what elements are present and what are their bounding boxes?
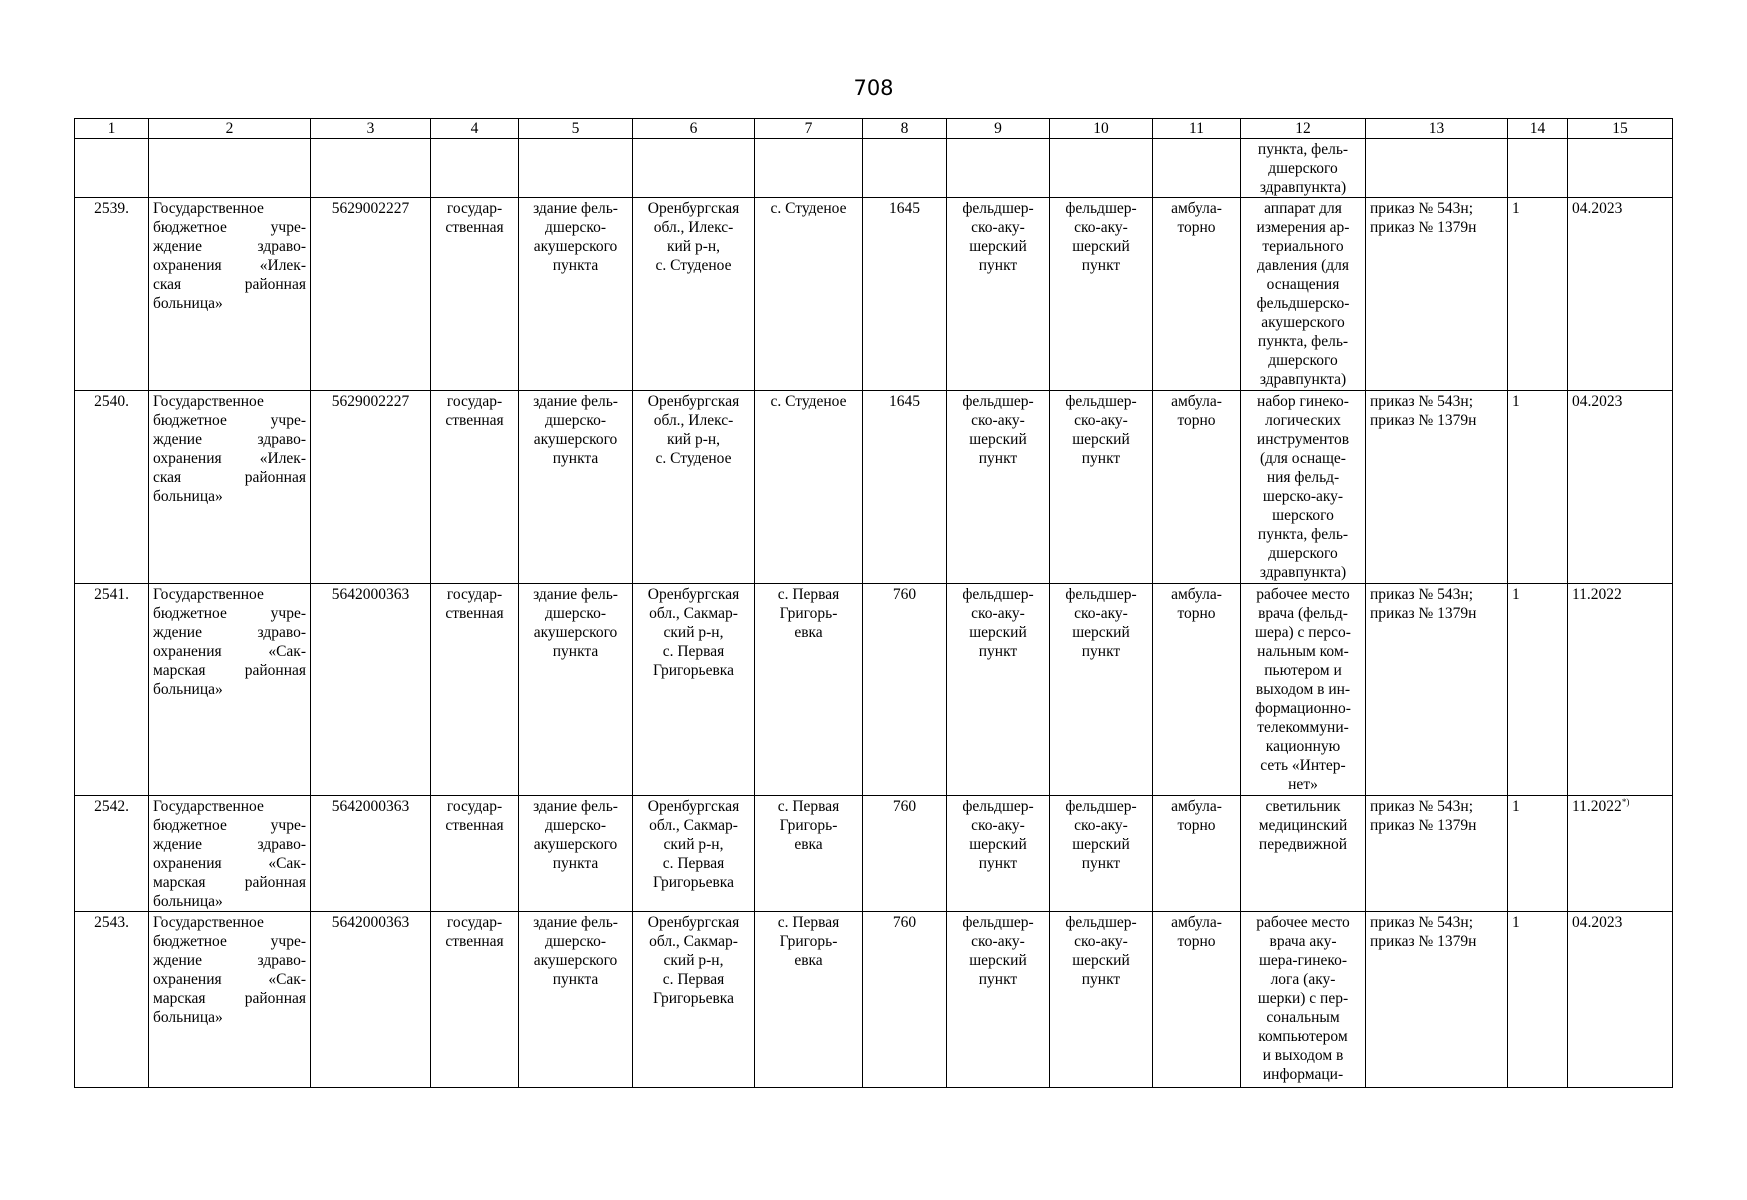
- organization-line: больница»: [153, 1009, 223, 1026]
- cell-date: [1568, 198, 1673, 391]
- organization-line: ждение здраво-: [153, 952, 306, 969]
- cell-col-4: [431, 139, 519, 198]
- column-number-3: 3: [311, 119, 431, 139]
- cell-inn: 5629002227: [311, 391, 431, 584]
- cell-facility-subtype: фельдшер- ско-аку- шерский пункт: [1050, 584, 1153, 796]
- cell-inn: 5629002227: [311, 198, 431, 391]
- cell-date: [1568, 912, 1673, 1088]
- organization-line: Государственное: [153, 393, 264, 410]
- cell-quantity: 1: [1508, 796, 1568, 912]
- cell-care-form: амбула- торно: [1153, 198, 1241, 391]
- cell-organization: [149, 198, 311, 391]
- date-value: 04.2023: [1572, 393, 1623, 410]
- table-row: [75, 912, 1673, 1088]
- cell-order: приказ № 543н; приказ № 1379н: [1366, 391, 1508, 584]
- cell-ownership: государ- ственная: [431, 796, 519, 912]
- cell-facility-type: фельдшер- ско-аку- шерский пункт: [947, 796, 1050, 912]
- cell-population: 760: [863, 796, 947, 912]
- column-number-13: 13: [1366, 119, 1508, 139]
- cell-organization: [149, 391, 311, 584]
- column-number-4: 4: [431, 119, 519, 139]
- cell-ownership: государ- ственная: [431, 584, 519, 796]
- cell-col-3: [311, 139, 431, 198]
- cell-equipment: пункта, фель- дшерского здравпункта): [1241, 139, 1366, 198]
- column-number-10: 10: [1050, 119, 1153, 139]
- organization-line: охранения «Сак-: [153, 855, 306, 872]
- cell-facility-type: фельдшер- ско-аку- шерский пункт: [947, 584, 1050, 796]
- cell-col-6: [633, 139, 755, 198]
- organization-line: бюджетное учре-: [153, 933, 306, 950]
- cell-row-number: 2539.: [75, 198, 149, 391]
- organization-line: ская районная: [153, 276, 306, 293]
- date-value: 04.2023: [1572, 200, 1623, 217]
- column-number-5: 5: [519, 119, 633, 139]
- cell-col-15: [1568, 139, 1673, 198]
- cell-inn: 5642000363: [311, 584, 431, 796]
- cell-address: Оренбургская обл., Сакмар- ский р-н, с. Первая Григорьевка: [633, 796, 755, 912]
- cell-address: Оренбургская обл., Илекс- кий р-н, с. Студеное: [633, 198, 755, 391]
- organization-line: ждение здраво-: [153, 624, 306, 641]
- date-value: 11.2022: [1572, 586, 1622, 603]
- organization-line: Государственное: [153, 586, 264, 603]
- cell-population: 1645: [863, 198, 947, 391]
- cell-quantity: 1: [1508, 391, 1568, 584]
- cell-order: приказ № 543н; приказ № 1379н: [1366, 198, 1508, 391]
- cell-quantity: 1: [1508, 198, 1568, 391]
- organization-line: больница»: [153, 681, 223, 698]
- cell-facility-subtype: фельдшер- ско-аку- шерский пункт: [1050, 912, 1153, 1088]
- organization-line: больница»: [153, 295, 223, 312]
- cell-care-form: амбула- торно: [1153, 912, 1241, 1088]
- organization-line: охранения «Сак-: [153, 643, 306, 660]
- cell-building: здание фель- дшерско- акушерского пункта: [519, 912, 633, 1088]
- cell-col-5: [519, 139, 633, 198]
- column-number-9: 9: [947, 119, 1050, 139]
- date-value: 04.2023: [1572, 914, 1623, 931]
- cell-facility-subtype: фельдшер- ско-аку- шерский пункт: [1050, 796, 1153, 912]
- cell-ownership: государ- ственная: [431, 912, 519, 1088]
- organization-line: Государственное: [153, 914, 264, 931]
- cell-building: здание фель- дшерско- акушерского пункта: [519, 584, 633, 796]
- organization-line: марская районная: [153, 662, 306, 679]
- cell-col-8: [863, 139, 947, 198]
- cell-row-number: 2540.: [75, 391, 149, 584]
- cell-building: здание фель- дшерско- акушерского пункта: [519, 391, 633, 584]
- cell-settlement: с. Студеное: [755, 198, 863, 391]
- cell-care-form: амбула- торно: [1153, 584, 1241, 796]
- cell-population: 760: [863, 912, 947, 1088]
- cell-address: Оренбургская обл., Сакмар- ский р-н, с. Первая Григорьевка: [633, 584, 755, 796]
- organization-line: марская районная: [153, 874, 306, 891]
- organization-line: больница»: [153, 488, 223, 505]
- cell-row-number: 2542.: [75, 796, 149, 912]
- organization-line: бюджетное учре-: [153, 817, 306, 834]
- cell-row-number: 2543.: [75, 912, 149, 1088]
- table-row: [75, 198, 1673, 391]
- cell-inn: 5642000363: [311, 796, 431, 912]
- organization-line: больница»: [153, 893, 223, 910]
- cell-settlement: с. Первая Григорь- евка: [755, 912, 863, 1088]
- column-number-1: 1: [75, 119, 149, 139]
- cell-building: здание фель- дшерско- акушерского пункта: [519, 796, 633, 912]
- cell-ownership: государ- ственная: [431, 198, 519, 391]
- equipment-table: [74, 118, 1673, 1088]
- cell-col-14: [1508, 139, 1568, 198]
- cell-date: [1568, 391, 1673, 584]
- cell-facility-subtype: фельдшер- ско-аку- шерский пункт: [1050, 391, 1153, 584]
- cell-ownership: государ- ственная: [431, 391, 519, 584]
- organization-line: бюджетное учре-: [153, 412, 306, 429]
- organization-line: Государственное: [153, 798, 264, 815]
- cell-care-form: амбула- торно: [1153, 796, 1241, 912]
- page-number: 708: [853, 76, 894, 100]
- cell-population: 760: [863, 584, 947, 796]
- cell-quantity: 1: [1508, 584, 1568, 796]
- table-row: [75, 796, 1673, 912]
- cell-organization: [149, 796, 311, 912]
- cell-row-number: 2541.: [75, 584, 149, 796]
- cell-facility-type: фельдшер- ско-аку- шерский пункт: [947, 198, 1050, 391]
- cell-quantity: 1: [1508, 912, 1568, 1088]
- organization-line: Государственное: [153, 200, 264, 217]
- cell-date: [1568, 584, 1673, 796]
- organization-line: ждение здраво-: [153, 238, 306, 255]
- date-value: 11.2022: [1572, 798, 1622, 815]
- column-number-14: 14: [1508, 119, 1568, 139]
- cell-inn: 5642000363: [311, 912, 431, 1088]
- cell-organization: [149, 584, 311, 796]
- cell-settlement: с. Первая Григорь- евка: [755, 796, 863, 912]
- cell-col-1: [75, 139, 149, 198]
- cell-facility-type: фельдшер- ско-аку- шерский пункт: [947, 912, 1050, 1088]
- column-number-15: 15: [1568, 119, 1673, 139]
- cell-settlement: с. Студеное: [755, 391, 863, 584]
- column-number-11: 11: [1153, 119, 1241, 139]
- cell-equipment: рабочее место врача аку- шера-гинеко- лога (аку- шерки) с пер- сональным компьютером и выходом в информаци-: [1241, 912, 1366, 1088]
- column-number-row: [75, 119, 1673, 139]
- column-number-12: 12: [1241, 119, 1366, 139]
- continuation-row: [75, 139, 1673, 198]
- cell-address: Оренбургская обл., Илекс- кий р-н, с. Студеное: [633, 391, 755, 584]
- cell-equipment: рабочее место врача (фельд- шера) с персо- нальным ком- пьютером и выходом в ин- формационно- телекоммуни- кационную сеть «Интер- нет»: [1241, 584, 1366, 796]
- organization-line: ждение здраво-: [153, 431, 306, 448]
- date-footnote-mark: *): [1621, 796, 1630, 807]
- cell-date: [1568, 796, 1673, 912]
- table-row: [75, 391, 1673, 584]
- column-number-2: 2: [149, 119, 311, 139]
- cell-population: 1645: [863, 391, 947, 584]
- organization-line: охранения «Сак-: [153, 971, 306, 988]
- cell-order: приказ № 543н; приказ № 1379н: [1366, 584, 1508, 796]
- column-number-6: 6: [633, 119, 755, 139]
- organization-line: ская районная: [153, 469, 306, 486]
- cell-care-form: амбула- торно: [1153, 391, 1241, 584]
- table-row: [75, 584, 1673, 796]
- cell-equipment: светильник медицинский передвижной: [1241, 796, 1366, 912]
- cell-equipment: набор гинеко- логических инструментов (для оснаще- ния фельд- шерско-аку- шерского пункта, фель- дшерского здравпункта): [1241, 391, 1366, 584]
- column-number-7: 7: [755, 119, 863, 139]
- organization-line: ждение здраво-: [153, 836, 306, 853]
- cell-facility-type: фельдшер- ско-аку- шерский пункт: [947, 391, 1050, 584]
- cell-facility-subtype: фельдшер- ско-аку- шерский пункт: [1050, 198, 1153, 391]
- cell-order: приказ № 543н; приказ № 1379н: [1366, 796, 1508, 912]
- cell-equipment: аппарат для измерения ар- териального давления (для оснащения фельдшерско- акушерского пункта, фель- дшерского здравпункта): [1241, 198, 1366, 391]
- cell-col-7: [755, 139, 863, 198]
- cell-col-10: [1050, 139, 1153, 198]
- cell-col-13: [1366, 139, 1508, 198]
- cell-col-2: [149, 139, 311, 198]
- cell-order: приказ № 543н; приказ № 1379н: [1366, 912, 1508, 1088]
- organization-line: охранения «Илек-: [153, 450, 306, 467]
- cell-address: Оренбургская обл., Сакмар- ский р-н, с. Первая Григорьевка: [633, 912, 755, 1088]
- organization-line: бюджетное учре-: [153, 605, 306, 622]
- cell-building: здание фель- дшерско- акушерского пункта: [519, 198, 633, 391]
- cell-settlement: с. Первая Григорь- евка: [755, 584, 863, 796]
- organization-line: бюджетное учре-: [153, 219, 306, 236]
- cell-col-9: [947, 139, 1050, 198]
- organization-line: марская районная: [153, 990, 306, 1007]
- cell-col-11: [1153, 139, 1241, 198]
- cell-organization: [149, 912, 311, 1088]
- organization-line: охранения «Илек-: [153, 257, 306, 274]
- column-number-8: 8: [863, 119, 947, 139]
